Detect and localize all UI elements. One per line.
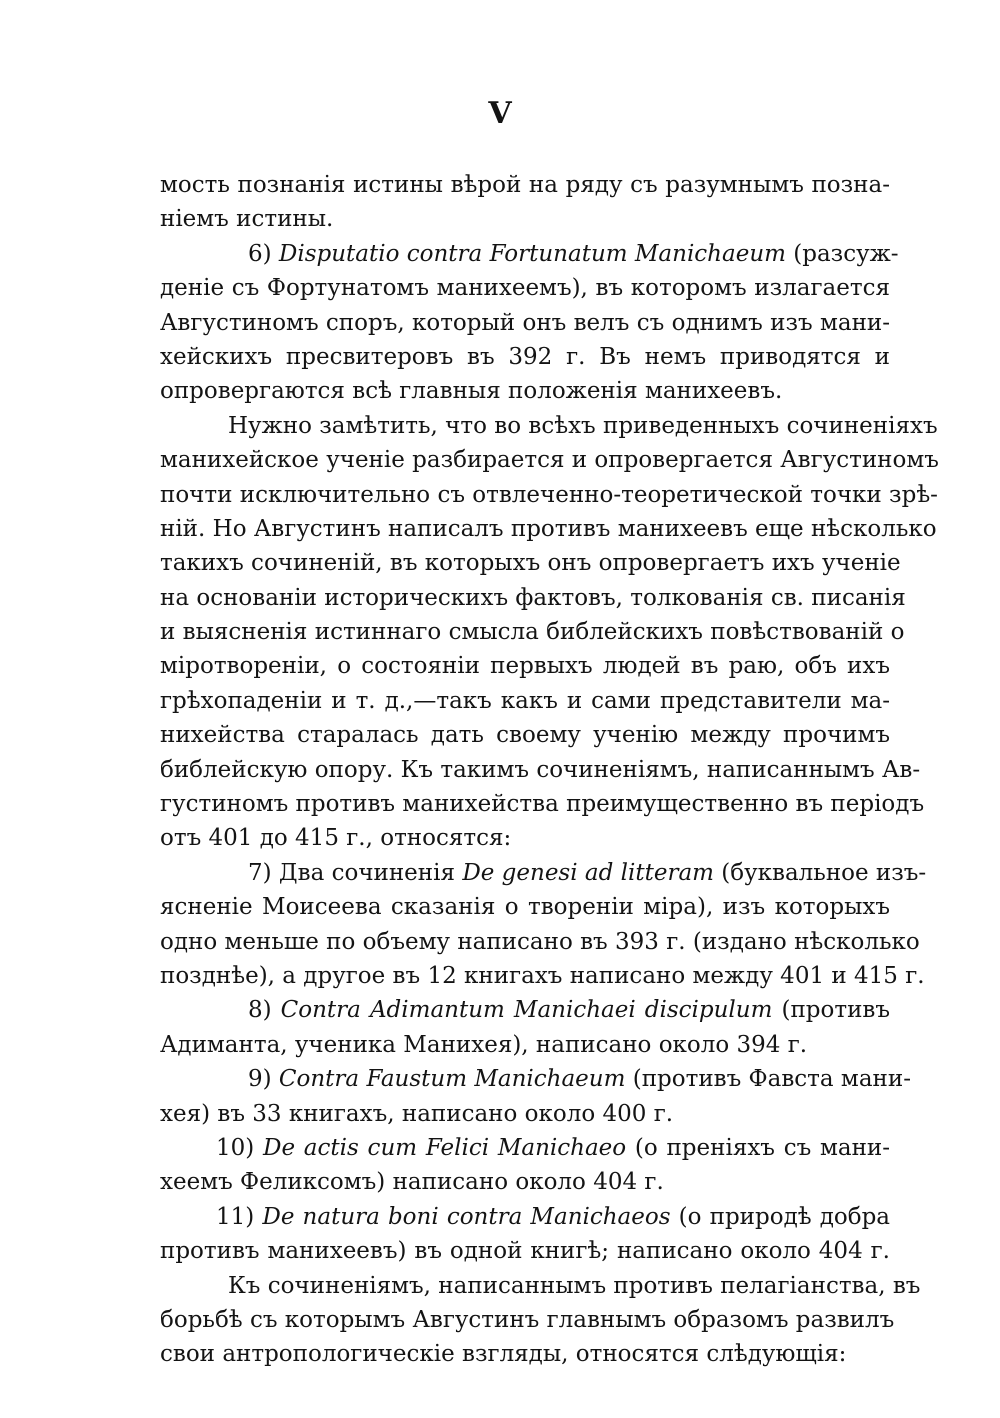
text-line	[160, 409, 938, 443]
text-line	[160, 443, 939, 477]
line-text: ясненіе Моисеева сказанія о твореніи міра), изъ которыхъ	[160, 894, 890, 921]
line-text: грѣхопаденіи и т. д.,—такъ какъ и сами представители ма-	[160, 687, 890, 714]
text-line	[160, 1097, 890, 1131]
line-text: ній. Но Августинъ написалъ противъ манихеевъ еще нѣсколько	[160, 515, 937, 542]
line-text: опровергаются всѣ главныя положенія манихеевъ.	[160, 378, 783, 405]
text-line	[160, 271, 890, 305]
text-line	[160, 340, 890, 374]
text-line	[160, 168, 890, 202]
text-line	[160, 649, 890, 683]
line-text-suffix: (о природѣ добра	[670, 1203, 891, 1230]
line-text: деніе съ Фортунатомъ манихеемъ), въ которомъ излагается	[160, 275, 890, 302]
text-line	[160, 546, 901, 580]
text-line	[160, 1337, 890, 1371]
text-line	[160, 1200, 890, 1234]
latin-title: De actis cum Felici Manichaeo	[263, 1134, 627, 1161]
line-text-prefix: 7) Два сочиненія	[248, 859, 463, 886]
text-line	[160, 925, 920, 959]
line-text: манихейское ученіе разбирается и опровергается Августиномъ	[160, 447, 939, 474]
text-line	[160, 1269, 921, 1303]
line-text: такихъ сочиненій, въ которыхъ онъ опровергаетъ ихъ ученіе	[160, 550, 901, 577]
line-text: противъ манихеевъ) въ одной книгѣ; написано около 404 г.	[160, 1238, 890, 1265]
latin-title: Contra Adimantum Manichaei discipulum	[280, 997, 773, 1024]
line-text: позднѣе), а другое въ 12 книгахъ написано между 401 и 415 г.	[160, 962, 925, 989]
line-text: свои антропологическіе взгляды, относятся слѣдующія:	[160, 1341, 847, 1368]
line-text: Августиномъ споръ, который онъ велъ съ однимъ изъ мани-	[160, 309, 890, 336]
text-line	[160, 856, 927, 890]
text-line	[160, 306, 890, 340]
text-line	[160, 890, 890, 924]
text-line	[160, 1131, 890, 1165]
line-text-suffix: (разсуж-	[785, 240, 899, 267]
line-text-suffix: (буквальное изъ-	[713, 859, 927, 886]
line-text: отъ 401 до 415 г., относятся:	[160, 825, 512, 852]
text-line	[160, 787, 925, 821]
text-line	[160, 1028, 890, 1062]
line-text-suffix: (противъ	[772, 997, 890, 1024]
line-text: ніемъ истины.	[160, 206, 334, 233]
line-text: и выясненія истиннаго смысла библейскихъ повѣствованій о	[160, 619, 905, 646]
line-text: густиномъ противъ манихейства преимущественно въ періодъ	[160, 791, 925, 818]
latin-title: De genesi ad litteram	[462, 859, 714, 886]
line-text-prefix: 11)	[216, 1203, 263, 1230]
line-text: одно меньше по объему написано въ 393 г. (издано нѣсколько	[160, 928, 920, 955]
line-text: хея) въ 33 книгахъ, написано около 400 г.	[160, 1100, 674, 1127]
line-text: хейскихъ пресвитеровъ въ 392 г. Въ немъ приводятся и	[160, 343, 890, 370]
line-text: Къ сочиненіямъ, написаннымъ противъ пелагіанства, въ	[228, 1272, 921, 1299]
line-text: нихейства старалась дать своему ученію между прочимъ	[160, 722, 890, 749]
line-text: Нужно замѣтить, что во всѣхъ приведенныхъ сочиненіяхъ	[228, 412, 938, 439]
line-text: библейскую опору. Къ такимъ сочиненіямъ, написаннымъ Ав-	[160, 756, 921, 783]
text-line	[160, 581, 906, 615]
text-line	[160, 237, 899, 271]
text-line	[160, 512, 937, 546]
line-text: борьбѣ съ которымъ Августинъ главнымъ образомъ развилъ	[160, 1306, 895, 1333]
text-line	[160, 821, 890, 855]
latin-title: Contra Faustum Manichaeum	[278, 1066, 626, 1093]
line-text-suffix: (о преніяхъ съ мани-	[626, 1134, 890, 1161]
text-line	[160, 1303, 895, 1337]
text-line	[160, 1062, 911, 1096]
text-line	[160, 478, 938, 512]
text-line	[160, 1234, 890, 1268]
line-text: мость познанія истины вѣрой на ряду съ разумнымъ позна-	[160, 172, 890, 198]
latin-title: Disputatio contra Fortunatum Manichaeum	[278, 240, 786, 267]
text-line	[160, 993, 890, 1027]
text-line	[160, 615, 905, 649]
text-line	[160, 718, 890, 752]
body-text	[160, 168, 939, 1372]
page-number: V	[488, 96, 512, 131]
text-line	[160, 374, 890, 408]
line-text: Адиманта, ученика Манихея), написано около 394 г.	[160, 1031, 808, 1058]
line-text: хеемъ Феликсомъ) написано около 404 г.	[160, 1169, 664, 1196]
line-text: на основаніи историческихъ фактовъ, толкованія св. писанія	[160, 584, 906, 611]
text-line	[160, 202, 890, 236]
text-line	[160, 753, 921, 787]
latin-title: De natura boni contra Manichaeos	[262, 1203, 671, 1230]
line-text-prefix: 10)	[216, 1134, 263, 1161]
text-line	[160, 1165, 890, 1199]
line-text: міротвореніи, о состояніи первыхъ людей въ раю, объ ихъ	[160, 653, 890, 680]
text-line	[160, 959, 925, 993]
line-text-prefix: 6)	[248, 240, 279, 267]
line-text-prefix: 8)	[248, 997, 281, 1024]
line-text: почти исключительно съ отвлеченно-теоретической точки зрѣ-	[160, 481, 938, 508]
line-text-prefix: 9)	[248, 1066, 279, 1093]
text-line	[160, 684, 890, 718]
line-text-suffix: (противъ Фавста мани-	[625, 1066, 911, 1093]
